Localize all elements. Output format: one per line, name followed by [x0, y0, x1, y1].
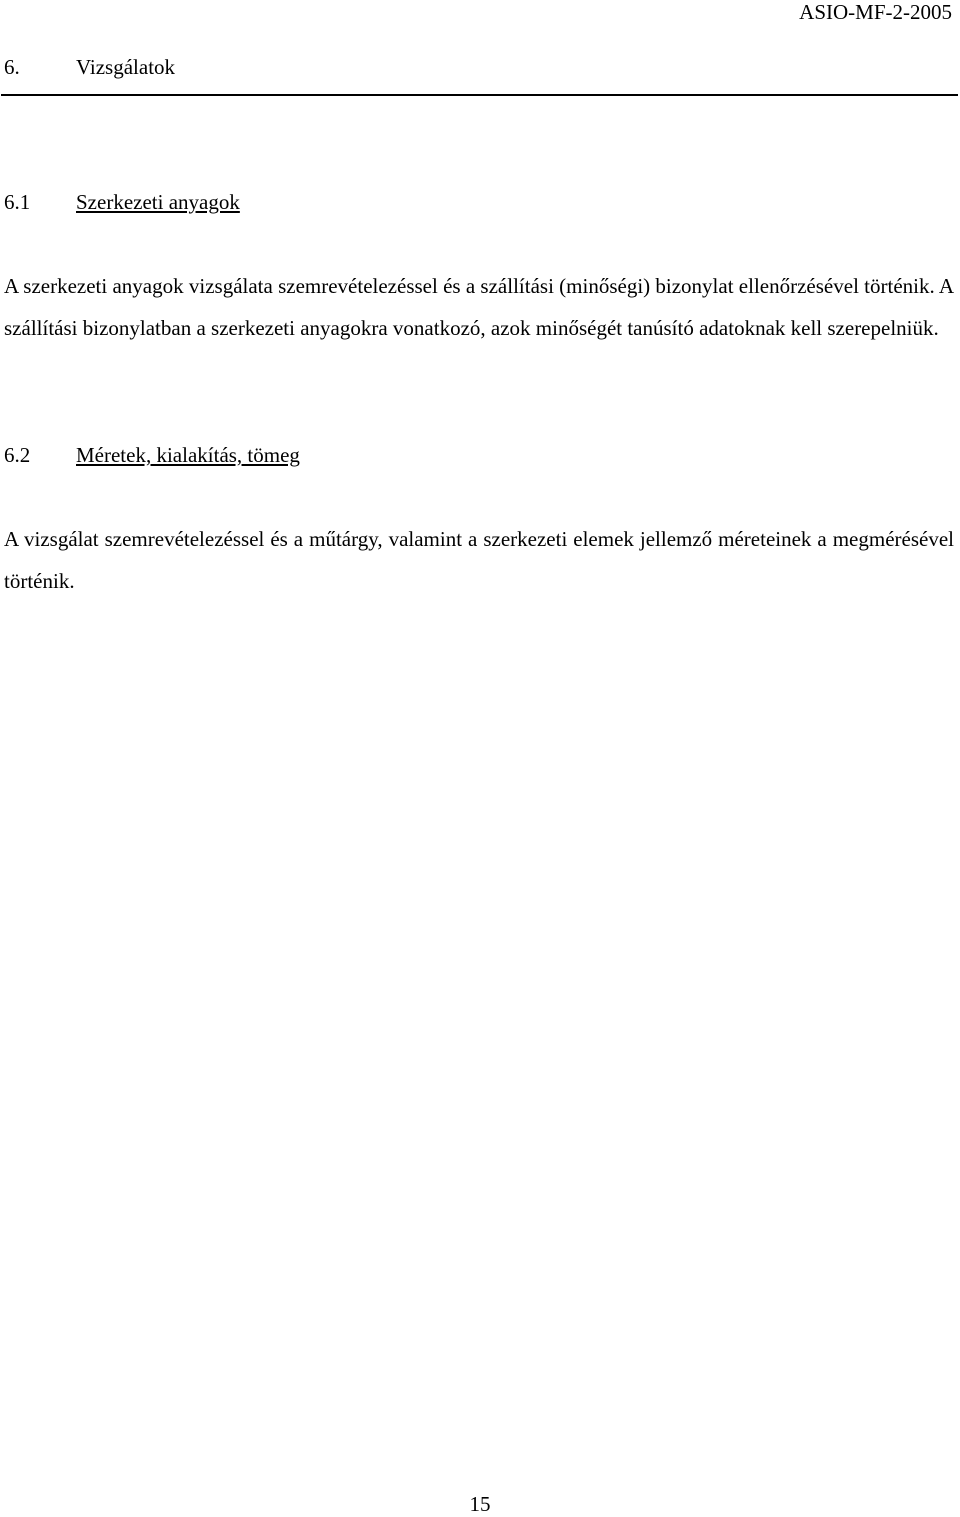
heading-divider [1, 94, 958, 96]
section-heading [4, 54, 175, 80]
subsection-title: Méretek, kialakítás, tömeg [76, 443, 300, 467]
subsection-heading-6-2 [4, 442, 300, 468]
subsection-title: Szerkezeti anyagok [76, 190, 240, 214]
subsection-number: 6.1 [4, 190, 31, 214]
subsection-heading-6-1 [4, 189, 240, 215]
section-title: Vizsgálatok [76, 55, 176, 79]
subsection-number: 6.2 [4, 443, 31, 467]
subsection-paragraph-6-2: A vizsgálat szemrevételezéssel és a műtárgy, valamint a szerkezeti elemek jellemző méreteinek a megmérésével történik. [4, 527, 954, 593]
document-code: ASIO-MF-2-2005 [799, 0, 952, 24]
section-number: 6. [4, 55, 20, 79]
subsection-paragraph-6-1: A szerkezeti anyagok vizsgálata szemrevételezéssel és a szállítási (minőségi) bizonylat ellenőrzésével történik. A szállítási bizonylatban a szerkezeti anyagokra vonatkozó, azok minőségét tanúsító adatoknak kell szerepelniük. [4, 274, 954, 340]
page-number: 15 [469, 1492, 491, 1516]
